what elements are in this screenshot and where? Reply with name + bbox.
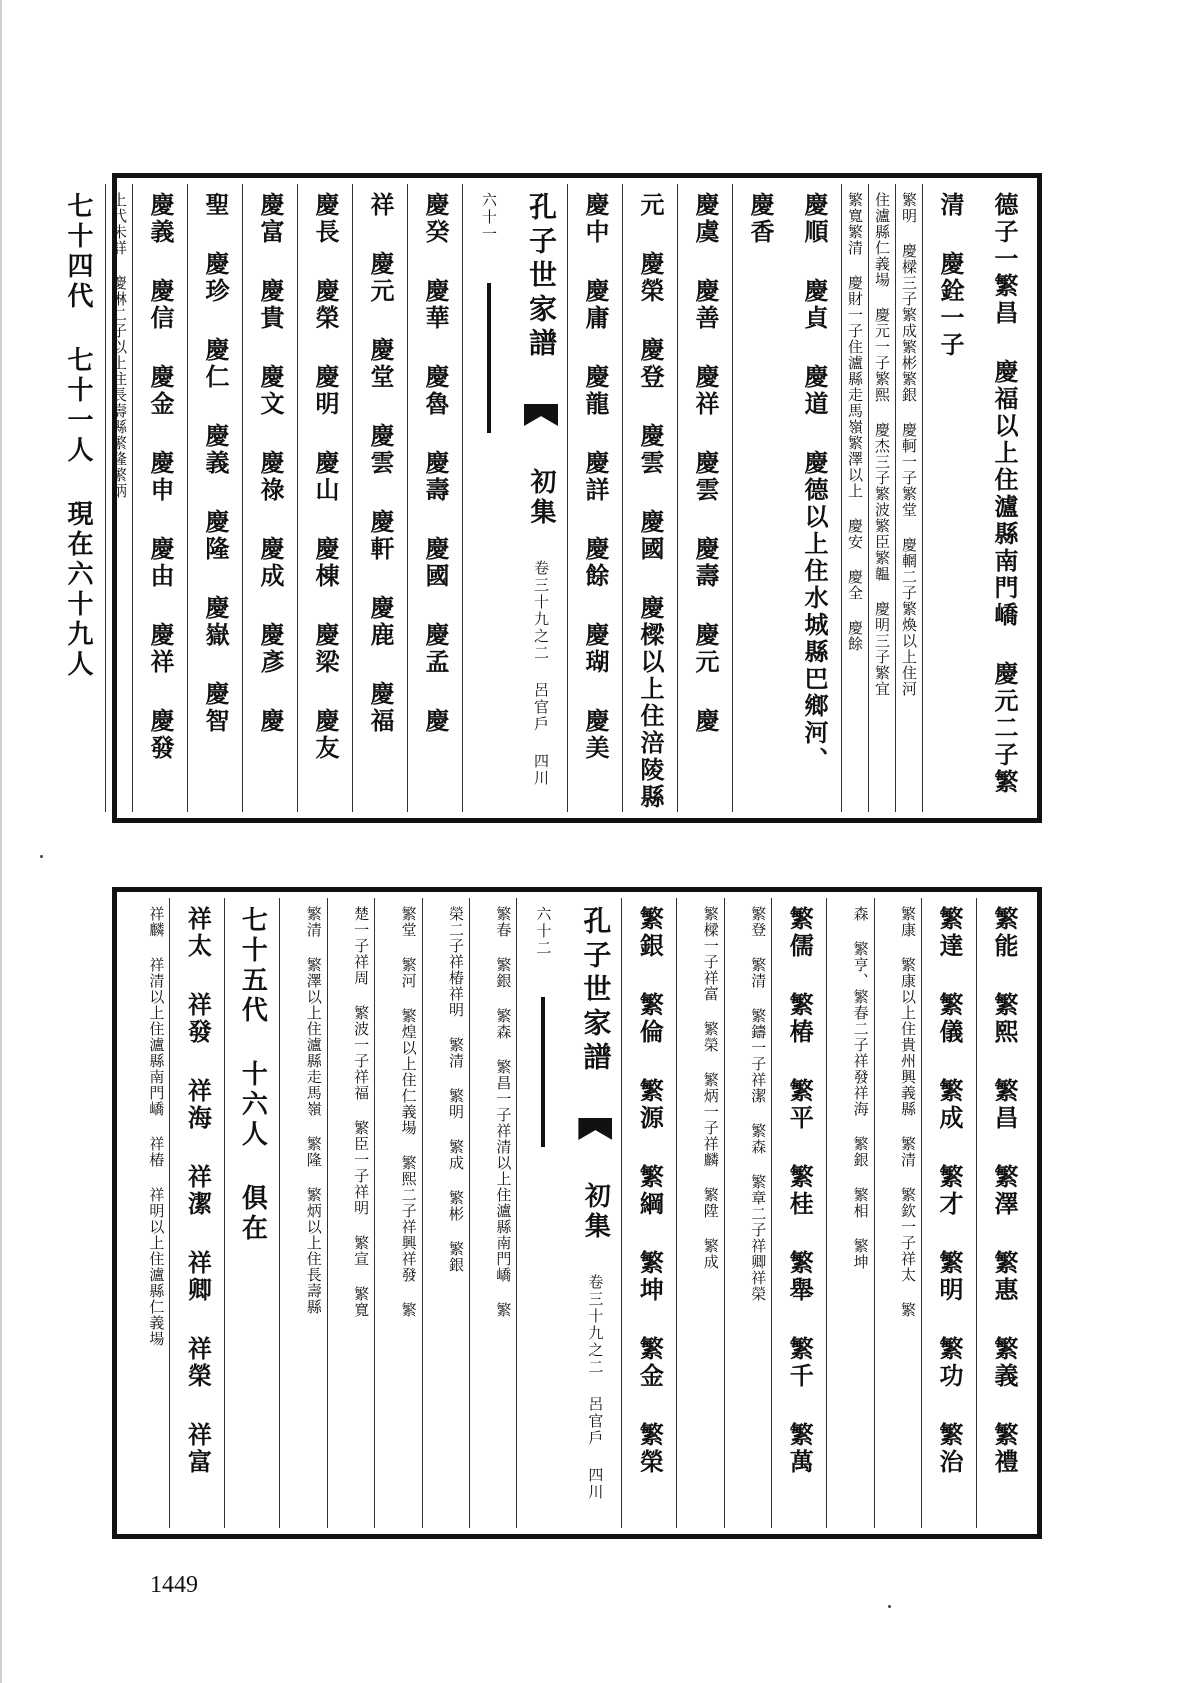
generation-summary: 七十五代 十六人 俱在 — [224, 898, 279, 1528]
text-column: 繁能 繁熙 繁昌 繁澤 繁惠 繁義 繁禮 — [976, 898, 1031, 1528]
spine-rule — [541, 997, 545, 1147]
page-number: 1449 — [150, 1572, 198, 1598]
text-column: 住瀘縣仁義場 慶元一子繁熙 慶杰三子繁波繁臣繁韞 慶明三子繁宜 — [868, 184, 895, 812]
book-subtitle: 初集 — [580, 1182, 611, 1242]
text-column: 元 慶榮 慶登 慶雲 慶國 慶樑以上住涪陵縣 — [622, 184, 677, 812]
text-column: 祥麟 祥清以上住瀘縣南門嶠 祥椿 祥明以上住瀘縣仁義場 — [147, 906, 166, 1347]
text-column: 慶富 慶貴 慶文 慶祿 慶成 慶彥 慶 — [242, 184, 297, 812]
text-column: 繁儒 繁椿 繁平 繁桂 繁舉 繁千 繁萬 — [771, 898, 826, 1528]
text-column: 繁樑一子祥富 繁榮 繁炳一子祥麟 繁陞 繁成 — [676, 898, 723, 1528]
text-column: 慶義 慶信 慶金 慶申 慶由 慶祥 慶發 — [132, 184, 187, 812]
genealogy-page-61 — [63, 173, 1042, 823]
text-column: 祥 慶元 慶堂 慶雲 慶軒 慶鹿 慶福 — [352, 184, 407, 812]
text-column: 榮二子祥椿祥明 繁清 繁明 繁成 繁彬 繁銀 — [422, 898, 469, 1528]
text-column: 慶長 慶榮 慶明 慶山 慶棟 慶梁 慶友 — [297, 184, 352, 812]
text-column: 繁堂 繁河 繁煌以上住仁義場 繁熙二子祥興祥發 繁 — [374, 898, 421, 1528]
text-column: 繁明 慶樑三子繁成繁彬繁銀 慶軻一子繁堂 慶輞二子繁煥以上住河 — [895, 184, 922, 812]
column-group-top — [63, 184, 1031, 812]
text-column: 繁春 繁銀 繁森 繁昌一子祥清以上住瀘縣南門嶠 繁 — [469, 898, 516, 1528]
fishtail-mark-icon — [578, 1118, 612, 1140]
page-left-edge — [0, 0, 2, 1683]
text-column: 慶中 慶庸 慶龍 慶詳 慶餘 慶瑚 慶美 — [567, 184, 622, 812]
book-spine-column — [462, 184, 567, 812]
fishtail-mark-icon — [524, 404, 558, 426]
text-column: 慶順 慶貞 慶道 慶德以上住水城縣巴鄉河、 慶香 — [732, 184, 841, 812]
text-column: 繁登 繁清 繁鑄一子祥潔 繁森 繁章二子祥卿祥榮 — [724, 898, 771, 1528]
scan-speck — [40, 855, 43, 858]
book-spine-column — [516, 898, 621, 1528]
text-column: 上代未詳 慶淋二子以上住長壽縣繁隆繁炳 — [105, 184, 132, 812]
text-column: 慶癸 慶華 慶魯 慶壽 慶國 慶孟 慶 — [407, 184, 462, 812]
text-column: 楚一子祥周 繁波一子祥福 繁臣一子祥明 繁宣 繁寬 — [327, 898, 374, 1528]
text-column: 繁清 繁澤以上住瀘縣走馬嶺 繁隆 繁炳以上住長壽縣 — [279, 898, 326, 1528]
text-column: 聖 慶珍 慶仁 慶義 慶隆 慶嶽 慶智 — [187, 184, 242, 812]
column-group-bottom — [123, 898, 1031, 1528]
scan-speck — [888, 1605, 891, 1608]
book-title: 孔子世家譜 — [525, 192, 558, 362]
text-column: 德子一繁昌 慶福以上住瀘縣南門嶠 慶元二子繁清 慶銓一子 — [922, 184, 1031, 812]
text-column: 繁康 繁康以上住貴州興義縣 繁清 繁欽一子祥太 繁 — [874, 898, 921, 1528]
text-column: 祥太 祥發 祥海 祥潔 祥卿 祥榮 祥富 — [169, 898, 224, 1528]
book-title: 孔子世家譜 — [579, 906, 613, 1076]
generation-summary: 七十四代 七十一人 現在六十九人 — [63, 192, 93, 680]
text-column: 森 繁亨、繁春二子祥發祥海 繁銀 繁相 繁坤 — [826, 898, 873, 1528]
book-subtitle: 初集 — [526, 468, 556, 528]
text-column: 繁達 繁儀 繁成 繁才 繁明 繁功 繁治 — [921, 898, 976, 1528]
text-column: 繁寬繁清 慶財一子住瀘縣走馬嶺繁澤以上 慶安 慶全 慶餘 — [841, 184, 868, 812]
folio-info: 卷三十九之二 呂官戶 四川 六十二 — [534, 906, 605, 1501]
genealogy-page-62 — [112, 887, 1042, 1539]
text-column: 慶虞 慶善 慶祥 慶雲 慶壽 慶元 慶 — [677, 184, 732, 812]
folio-info: 卷三十九之二 呂官戶 四川 六十一 — [480, 192, 550, 787]
spine-rule — [487, 283, 491, 433]
text-column: 繁銀 繁倫 繁源 繁綱 繁坤 繁金 繁榮 — [621, 898, 676, 1528]
